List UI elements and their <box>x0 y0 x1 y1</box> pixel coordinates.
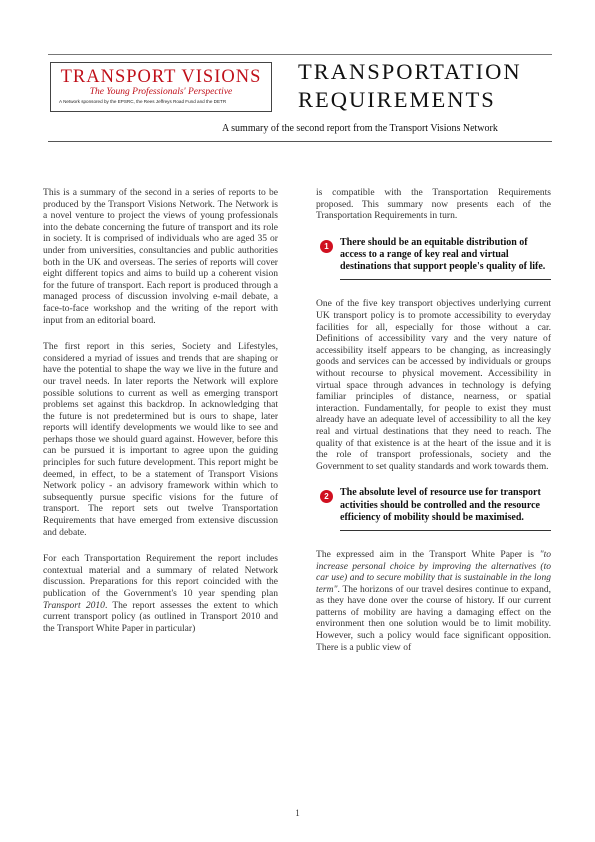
requirement-number-badge: 1 <box>320 240 333 253</box>
italic-title: Transport 2010 <box>43 599 105 611</box>
requirement-number-badge: 2 <box>320 490 333 503</box>
logo-tagline: The Young Professionals' Perspective <box>89 87 233 97</box>
logo-title: TRANSPORT VISIONS <box>60 67 262 87</box>
document-subtitle: A summary of the second report from the Transport Visions Network <box>222 123 498 134</box>
white-paper-paragraph <box>316 549 551 653</box>
top-rule <box>48 54 552 55</box>
paragraph-text: . The report assesses the extent to which current transport policy (as outlined in Transport 2010 and the Transport White Paper in particular) <box>43 599 278 634</box>
paragraph-text: . The horizons of our travel desires continue to expand, as they have done over the course of history. If our current patterns of mobility are having a damaging effect on the environment then one solution would be to limit mobility. However, such a policy would face significant opposition. There is a public view of <box>316 583 551 653</box>
document-title <box>298 58 568 114</box>
requirement-1-statement: There should be an equitable distribution of access to a range of key real and virtual destinations that support people's quality of life. <box>340 237 551 281</box>
logo-sponsor-line: A Network sponsored by the EPSRC, the Rees Jeffreys Road Fund and the DETR <box>59 99 227 104</box>
document-title-line-1: TRANSPORTATION <box>298 59 522 84</box>
requirements-context-paragraph <box>43 553 278 634</box>
white-paper-quote: "to increase personal choice by improving the alternatives (to car use) and to secure mobility that is sustainable in the long term" <box>316 548 551 595</box>
transport-visions-logo <box>50 62 272 112</box>
accessibility-paragraph: One of the five key transport objectives underlying current UK transport policy is to promote accessibility to everyday facilities for all, especially for those without a car. Definitions of accessibility vary and the very nature of accessibility itself appears to be changing, as increasingly goods and services can be accessed by individuals or groups without recourse to physical movement. Accessibility in virtual space through advances in technology is defying familiar principles of distance, nearness, or spatial interaction. Fundamentally, for people to exist they must already have an adequate level of accessibility to all the key real and virtual destinations that they need to reach. The quality of that existence is at the heart of the issue and it is the role of transport professionals, society and the Government to set quality standards and work towards them. <box>316 298 551 472</box>
subtitle-rule <box>48 141 552 142</box>
document-title-line-2: REQUIREMENTS <box>298 87 496 112</box>
requirement-2 <box>316 487 551 531</box>
right-column <box>316 187 551 668</box>
page-number: 1 <box>295 808 300 818</box>
paragraph-text: For each Transportation Requirement the report includes contextual material and a summary of related Network discussion. Preparations for this report coincided with the publication of the Government's 10 year spending plan <box>43 553 278 599</box>
first-report-paragraph: The first report in this series, Society and Lifestyles, considered a myriad of issues and trends that are shaping or have the potential to shape the way we live in the future and our travel needs. In later reports the Network will explore possible solutions to current as well as emerging transport problems set against this backdrop. In acknowledging that the future is not predetermined but is ours to shape, later reports will identify developments we would like to see and perhaps those we should guard against. However, before this can be pursued it is important to agree upon the guiding principles for such future development. This report might be deemed, in effect, to be a statement of Transport Visions Network policy - an advisory framework within which to subsequently pursue specific visions for the future of transport. The report sets out twelve Transportation Requirements that have emerged from extensive discussion and debate. <box>43 341 278 538</box>
paragraph-text: The expressed aim in the Transport White Paper is <box>316 548 540 560</box>
intro-paragraph: This is a summary of the second in a series of reports to be produced by the Transport Visions Network. The Network is a novel venture to project the views of young professionals into the debate concerning the future of transport and its role in society. It is comprised of individuals who are aged 35 or under from universities, consultancies and public authorities both in the UK and overseas. The series of reports will cover eight different topics and aims to build up a coherent vision for the future of transport. Each report is produced through a managed process of discussion involving e-mail debate, a face-to-face workshop and the writing of the report with input from an editorial board. <box>43 187 278 326</box>
requirement-1 <box>316 237 551 281</box>
requirement-2-statement: The absolute level of resource use for transport activities should be controlled and the resource efficiency of mobility should be maximised. <box>340 487 551 531</box>
left-column <box>43 187 278 649</box>
continuation-paragraph: is compatible with the Transportation Requirements proposed. This summary now presents each of the Transportation Requirements in turn. <box>316 187 551 222</box>
